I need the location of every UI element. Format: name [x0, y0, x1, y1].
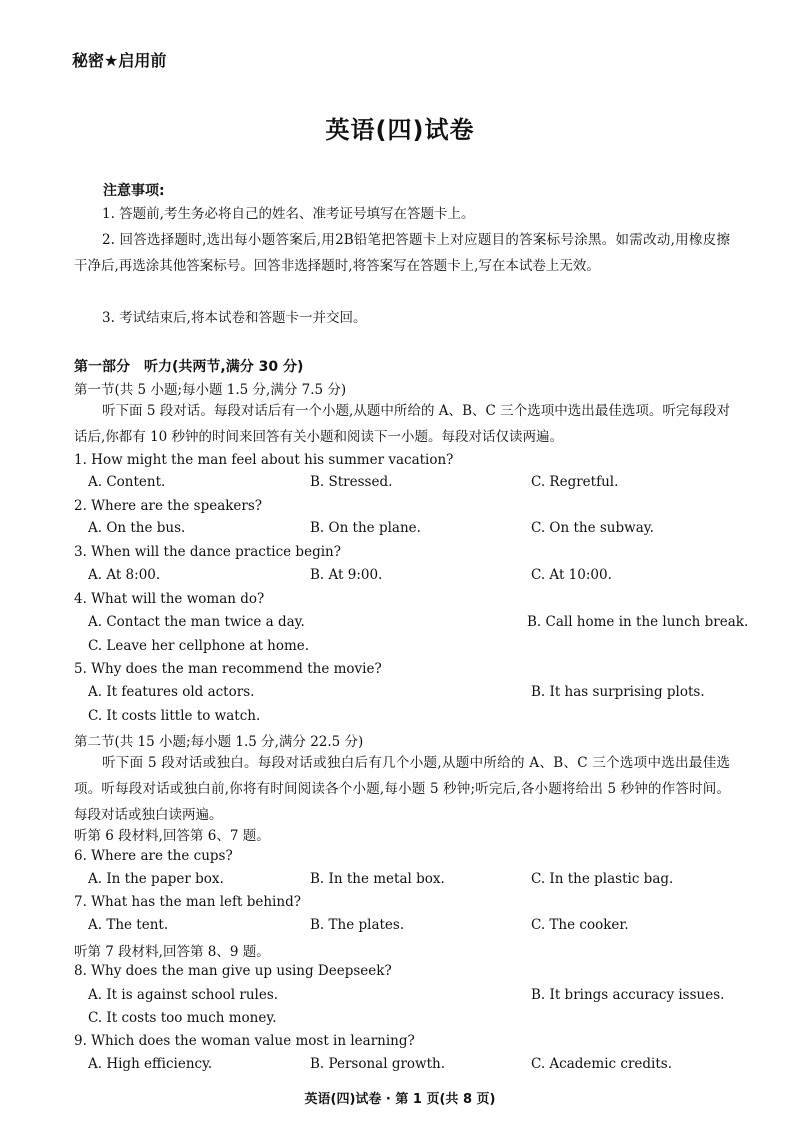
question-6: 6. Where are the cups? [74, 848, 233, 864]
question-8: 8. Why does the man give up using Deepseek? [74, 963, 392, 979]
q9-option-b: B. Personal growth. [310, 1056, 446, 1072]
notice-heading: 注意事项: [103, 183, 165, 199]
section1-instructions: 听下面 5 段对话。每段对话后有一个小题,从题中所给的 A、B、C 三个选项中选出最佳选项。听完每段对话后,你都有 10 秒钟的时间来回答有关小题和阅读下一小题。每段对话仅读两遍。 [74, 403, 730, 445]
q5-option-b: B. It has surprising plots. [531, 684, 705, 700]
q4-option-a: A. Contact the man twice a day. [88, 614, 305, 630]
q9-option-c: C. Academic credits. [531, 1056, 672, 1072]
material-7-label: 听第 7 段材料,回答第 8、9 题。 [74, 944, 270, 960]
q7-option-b: B. The plates. [310, 917, 405, 933]
q5-option-a: A. It features old actors. [88, 684, 255, 700]
page-title: 英语(四)试卷 [325, 116, 475, 144]
q1-option-c: C. Regretful. [531, 474, 619, 490]
q7-option-c: C. The cooker. [531, 917, 629, 933]
q2-option-c: C. On the subway. [531, 520, 654, 536]
question-9: 9. Which does the woman value most in learning? [74, 1033, 415, 1049]
notice-item-2: 2. 回答选择题时,选出每小题答案后,用2B铅笔把答题卡上对应题目的答案标号涂黑。如需改动,用橡皮擦干净后,再选涂其他答案标号。回答非选择题时,将答案写在答题卡上,写在本试卷上无效。 [74, 232, 730, 274]
question-3: 3. When will the dance practice begin? [74, 544, 341, 560]
q3-option-b: B. At 9:00. [310, 567, 383, 583]
material-6-label: 听第 6 段材料,回答第 6、7 题。 [74, 828, 270, 844]
q1-option-a: A. Content. [88, 474, 166, 490]
part1-heading: 第一部分 听力(共两节,满分 30 分) [74, 359, 304, 375]
question-5: 5. Why does the man recommend the movie? [74, 661, 382, 677]
q2-option-b: B. On the plane. [310, 520, 421, 536]
q6-option-c: C. In the plastic bag. [531, 871, 674, 887]
notice-item-1: 1. 答题前,考生务必将自己的姓名、准考证号填写在答题卡上。 [102, 206, 475, 222]
q3-option-c: C. At 10:00. [531, 567, 612, 583]
q5-option-c: C. It costs little to watch. [88, 708, 261, 724]
section1-heading: 第一节(共 5 小题;每小题 1.5 分,满分 7.5 分) [74, 382, 347, 398]
question-2: 2. Where are the speakers? [74, 498, 263, 514]
q7-option-a: A. The tent. [88, 917, 169, 933]
confidential-label: 秘密★启用前 [72, 51, 167, 70]
q9-option-a: A. High efficiency. [88, 1056, 213, 1072]
q8-option-c: C. It costs too much money. [88, 1010, 277, 1026]
question-1: 1. How might the man feel about his summer vacation? [74, 452, 454, 468]
q6-option-b: B. In the metal box. [310, 871, 445, 887]
q8-option-b: B. It brings accuracy issues. [531, 987, 725, 1003]
page-footer: 英语(四)试卷 · 第 1 页(共 8 页) [304, 1092, 496, 1107]
section2-instructions: 听下面 5 段对话或独白。每段对话或独白后有几个小题,从题中所给的 A、B、C 三个选项中选出最佳选项。听每段对话或独白前,你将有时间阅读各个小题,每小题 5 秒钟;听完后,各小题将给出 5 秒钟的作答时间。每段对话或独白读两遍。 [74, 755, 730, 823]
q1-option-b: B. Stressed. [310, 474, 393, 490]
notice-item-3: 3. 考试结束后,将本试卷和答题卡一并交回。 [102, 310, 367, 326]
q2-option-a: A. On the bus. [88, 520, 186, 536]
q6-option-a: A. In the paper box. [88, 871, 224, 887]
q4-option-c: C. Leave her cellphone at home. [88, 638, 310, 654]
q8-option-a: A. It is against school rules. [88, 987, 279, 1003]
q4-option-b: B. Call home in the lunch break. [527, 614, 749, 630]
question-7: 7. What has the man left behind? [74, 894, 301, 910]
q3-option-a: A. At 8:00. [88, 567, 161, 583]
question-4: 4. What will the woman do? [74, 591, 265, 607]
section2-heading: 第二节(共 15 小题;每小题 1.5 分,满分 22.5 分) [74, 734, 364, 750]
